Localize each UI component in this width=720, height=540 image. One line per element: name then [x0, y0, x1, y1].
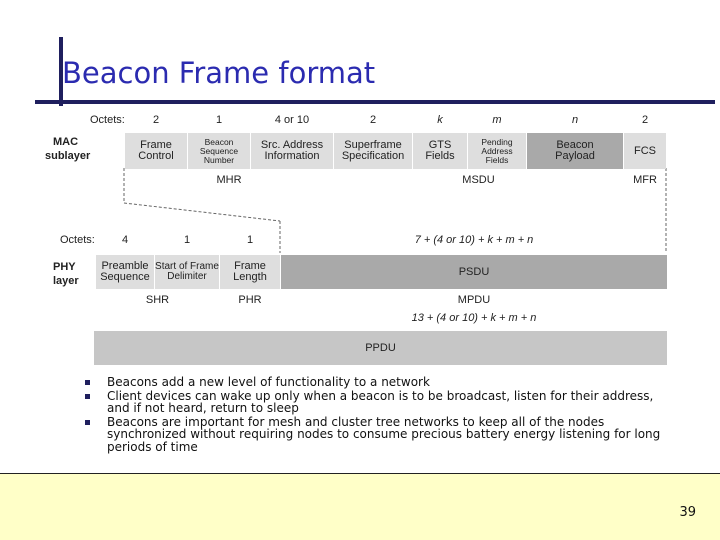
bullet-item [85, 376, 685, 389]
mac-field-frame-control-l1: Frame [140, 139, 172, 151]
phy-field-sfd-l1: Start of Frame [155, 261, 219, 272]
mac-field-bp-l1: Beacon [556, 139, 594, 151]
phy-layer-label-line2: layer [53, 275, 79, 287]
mac-field-pending-address [468, 133, 526, 169]
mac-field-fcs-l1: FCS [634, 144, 656, 157]
phy-mpdu-label: MPDU [457, 294, 491, 306]
mac-field-gts-l1: GTS [428, 139, 452, 151]
mac-field-bsn-l1: Beacon [204, 136, 234, 147]
mac-sublayer-label-line1: MAC [53, 136, 79, 148]
phy-field-preamble [96, 255, 154, 289]
phy-octets-label: Octets: [60, 234, 95, 246]
phy-field-fl-l2: Length [233, 271, 267, 283]
mac-octet-superframe: 2 [369, 114, 377, 126]
phy-shr-label: SHR [145, 294, 170, 306]
phy-ppdu-label: PPDU [365, 341, 396, 354]
mac-field-frame-control-l2: Control [138, 150, 174, 162]
mac-field-src-l1: Src. Address [260, 139, 324, 151]
mac-octet-pending: m [492, 114, 502, 126]
mac-sublayer-label-line2: sublayer [45, 150, 91, 162]
mac-field-beacon-sequence-number [188, 133, 250, 169]
bullet-square-icon [85, 380, 90, 385]
accent-horizontal-bar [35, 100, 715, 104]
phy-octet-frame-length: 1 [246, 234, 254, 246]
phy-field-fl-l1: Frame [234, 260, 266, 272]
phy-field-preamble-l1: Preamble [101, 260, 149, 272]
mac-field-pa-l1: Pending [481, 136, 513, 147]
phy-ppdu-bar [94, 331, 667, 365]
phy-field-sfd [155, 255, 219, 289]
phy-octet-preamble: 4 [121, 234, 129, 246]
bullet-text-line: periods of time [107, 439, 198, 454]
phy-field-psdu-label: PSDU [458, 265, 490, 278]
mac-field-src-l2: Information [264, 150, 320, 162]
mac-field-sf-l1: Superframe [344, 139, 402, 151]
slide-footer [0, 473, 720, 540]
mac-field-src-address [251, 133, 333, 169]
bullet-text-line: Beacons add a new level of functionality to a network [107, 375, 430, 389]
slide-title: Beacon Frame format [62, 56, 376, 90]
mac-octets-label: Octets: [90, 114, 125, 126]
bullet-text-line: Client devices can wake up only when a beacon is to be broadcast, listen for their address, [107, 388, 654, 403]
mac-field-gts-l2: Fields [425, 150, 455, 162]
mac-field-frame-control [125, 133, 187, 169]
phy-octet-sfd: 1 [183, 234, 191, 246]
phy-field-psdu [281, 255, 667, 289]
page-number: 39 [679, 505, 696, 520]
mac-field-beacon-payload [527, 133, 623, 169]
bullet-text-line: Beacons are important for mesh and cluster tree networks to keep all of the nodes [107, 414, 605, 429]
mac-field-fcs [624, 133, 666, 169]
phy-layer-label-line1: PHY [53, 261, 76, 273]
phy-field-sfd-l2: Delimiter [167, 271, 207, 282]
mac-field-sf-l2: Specification [341, 150, 405, 162]
bullet-text-line: synchronized without requiring nodes to consume precious battery energy listening for long [107, 427, 661, 441]
mac-octet-frame-control: 2 [152, 114, 160, 126]
mac-field-bp-l2: Payload [555, 150, 595, 162]
mac-octet-fcs: 2 [641, 114, 649, 126]
phy-phr-label: PHR [238, 294, 262, 306]
mac-octet-payload: n [571, 114, 579, 126]
phy-field-preamble-l2: Sequence [100, 271, 150, 283]
phy-octet-psdu: 7 + (4 or 10) + k + m + n [414, 234, 534, 246]
mac-msdu-label: MSDU [462, 174, 495, 186]
bullet-item [85, 390, 685, 415]
mac-field-pa-l3: Fields [485, 154, 509, 165]
phy-mpdu-octets: 13 + (4 or 10) + k + m + n [411, 312, 537, 324]
mac-to-phy-left-slant [124, 203, 280, 221]
mac-mfr-label: MFR [633, 174, 657, 186]
mac-octet-src-address: 4 or 10 [274, 114, 310, 126]
bullet-item [85, 416, 685, 454]
mac-field-pa-l2: Address [481, 145, 513, 156]
mac-field-bsn-l3: Number [203, 154, 235, 165]
mac-field-gts [413, 133, 467, 169]
mac-octet-sequence-number: 1 [215, 114, 223, 126]
bullet-list [85, 376, 685, 453]
phy-field-frame-length [220, 255, 280, 289]
bullet-square-icon [85, 420, 90, 425]
bullet-square-icon [85, 394, 90, 399]
bullet-text-line: and if not heard, return to sleep [107, 401, 299, 415]
mac-field-superframe-spec [334, 133, 412, 169]
mac-octet-gts: k [437, 114, 443, 126]
mac-field-bsn-l2: Sequence [199, 145, 239, 156]
mac-mhr-label: MHR [216, 174, 242, 186]
